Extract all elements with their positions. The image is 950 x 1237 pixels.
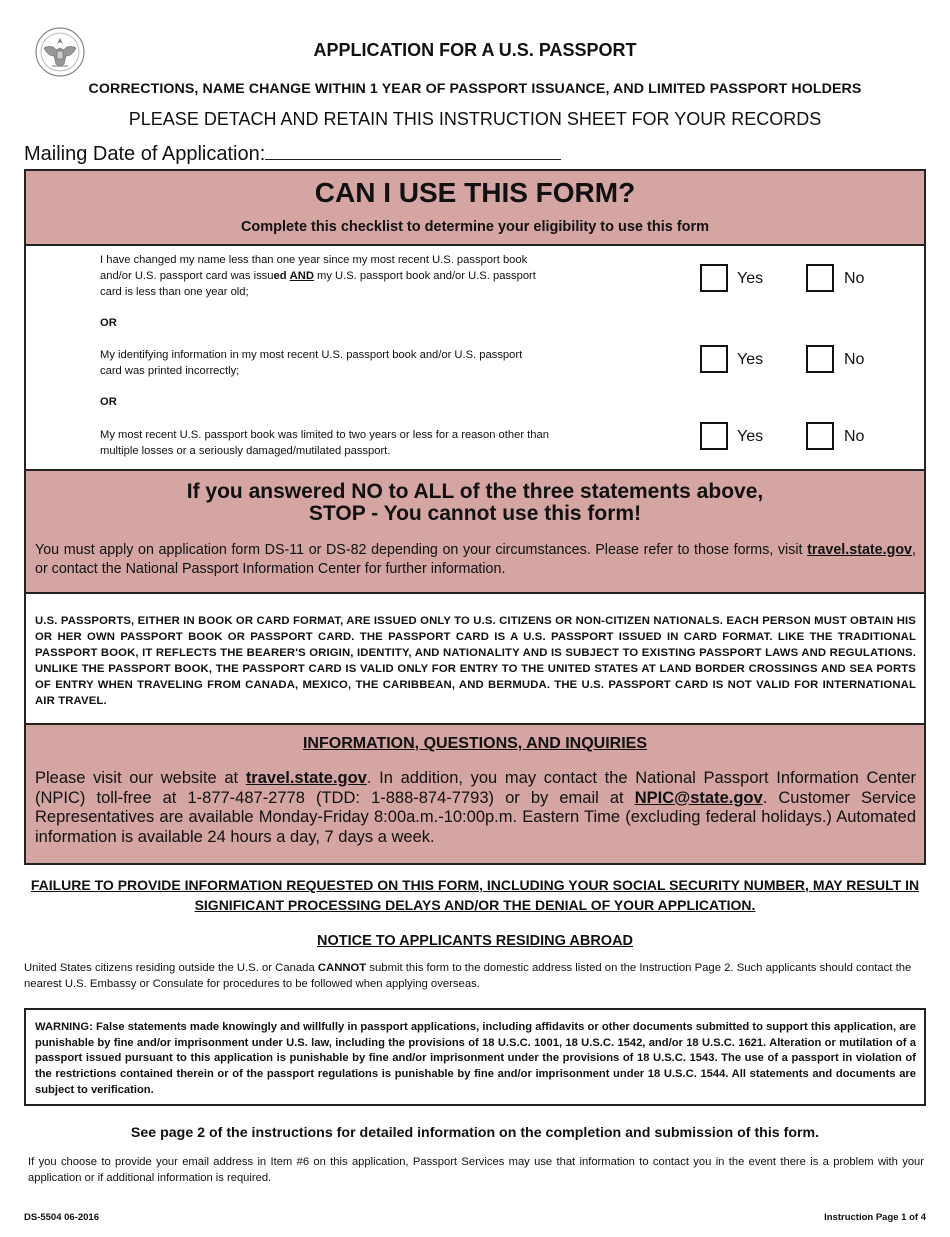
stop-paragraph: You must apply on application form DS-11 or DS-82 depending on your circumstances. Please refer to those forms, visit travel.state.gov, or contact the National Passport Information Center for further information. (35, 542, 916, 577)
passports-note: U.S. PASSPORTS, EITHER IN BOOK OR CARD FORMAT, ARE ISSUED ONLY TO U.S. CITIZENS OR NON-CITIZEN NATIONALS. EACH PERSON MUST OBTAIN HIS OR HER OWN PASSPORT BOOK OR PASSPORT CARD. THE PASSPORT CARD IS A U.S. PASSPORT ISSUED IN CARD FORMAT. LIKE THE TRADITIONAL PASSPORT BOOK, IT REFLECTS THE BEARER'S ORIGIN, IDENTITY, AND NATIONALITY AND IS SUBJECT TO EXISTING PASSPORT LAWS AND REGULATIONS. UNLIKE THE PASSPORT BOOK, THE PASSPORT CARD IS VALID ONLY FOR ENTRY TO THE UNITED STATES AT LAND BORDER CROSSINGS AND SEA PORTS OF ENTRY WHEN TRAVELING FROM CANADA, MEXICO, THE CARIBBEAN, AND BERMUDA. THE U.S. PASSPORT CARD IS NOT VALID FOR INTERNATIONAL AIR TRAVEL. (35, 615, 916, 707)
stop-heading: If you answered NO to ALL of the three statements above, STOP - You cannot use this form! (186, 480, 764, 525)
or-label-1: OR (100, 317, 117, 329)
failure-notice: FAILURE TO PROVIDE INFORMATION REQUESTED ON THIS FORM, INCLUDING YOUR SOCIAL SECURITY NUMBER, MAY RESULT IN SIGNIFICANT PROCESSING DELAYS AND/OR THE DENIAL OF YOUR APPLICATION. (30, 877, 920, 913)
warning-box (24, 1008, 926, 1106)
abroad-heading: NOTICE TO APPLICANTS RESIDING ABROAD (316, 933, 634, 949)
question-2: My identifying information in my most recent U.S. passport book and/or U.S. passport card was printed incorrectly; (100, 349, 523, 377)
form-id: DS-5504 06-2016 (24, 1212, 99, 1223)
q2-no-label: No (844, 351, 865, 368)
passports-note-box (24, 592, 926, 725)
warning-text: WARNING: False statements made knowingly and willfully in passport applications, including affidavits or other documents submitted to support this application, are punishable by fine and/or imprisonment under U.S. law, including the provisions of 18 U.S.C. 1001, 18 U.S.C. 1542, and/or 18 U.S.C. 1621. Alteration or mutilation of a passport issued pursuant to this application is punishable by fine and/or imprisonment under the provisions of 18 U.S.C. 1543. The use of a passport in violation of the restrictions contained therein or of the passport regulations is punishable by fine and/or imprisonment under 18 U.S.C. 1544. All statements and documents are subject to verification. (35, 1021, 916, 1096)
q1-no-checkbox[interactable] (806, 264, 834, 292)
form-subtitle: CORRECTIONS, NAME CHANGE WITHIN 1 YEAR OF PASSPORT ISSUANCE, AND LIMITED PASSPORT HOLDERS (88, 81, 862, 97)
q3-no-checkbox[interactable] (806, 422, 834, 450)
form-title: APPLICATION FOR A U.S. PASSPORT (313, 40, 637, 60)
q2-yes-checkbox[interactable] (700, 345, 728, 373)
mailing-date-row (24, 141, 561, 166)
mailing-date-label: Mailing Date of Application: (24, 143, 266, 165)
stop-section (24, 469, 926, 594)
info-heading: INFORMATION, QUESTIONS, AND INQUIRIES (302, 735, 647, 752)
or-label-2: OR (100, 396, 117, 408)
q2-no-checkbox[interactable] (806, 345, 834, 373)
checklist-header (24, 169, 926, 246)
mailing-date-field[interactable] (265, 141, 561, 160)
npic-email-link[interactable]: NPIC@state.gov (634, 788, 763, 807)
see-page-note: See page 2 of the instructions for detailed information on the completion and submission of this form. (130, 1125, 820, 1141)
q1-no-label: No (844, 270, 865, 287)
checklist-questions (24, 244, 926, 471)
page-number: Instruction Page 1 of 4 (824, 1212, 926, 1223)
q3-no-label: No (844, 428, 865, 445)
abroad-paragraph: United States citizens residing outside the U.S. or Canada CANNOT submit this form to the domestic address listed on the Instruction Page 2. Such applicants should contact the nearest U.S. Embassy or Consulate for procedures to be followed when applying overseas. (24, 962, 912, 990)
q3-yes-label: Yes (737, 428, 764, 445)
detach-notice: PLEASE DETACH AND RETAIN THIS INSTRUCTION SHEET FOR YOUR RECORDS (128, 109, 822, 129)
q2-yes-label: Yes (737, 351, 764, 368)
q1-yes-checkbox[interactable] (700, 264, 728, 292)
question-3: My most recent U.S. passport book was limited to two years or less for a reason other than multiple losses or a seriously damaged/mutilated passport. (100, 429, 549, 457)
info-travel-link[interactable]: travel.state.gov (245, 769, 367, 787)
question-1: I have changed my name less than one year since my most recent U.S. passport book and/or U.S. passport card was issued AND my U.S. passport book and/or U.S. passport card is less than one year old; (100, 254, 536, 298)
q3-yes-checkbox[interactable] (700, 422, 728, 450)
info-paragraph: Please visit our website at travel.state.gov. In addition, you may contact the National Passport Information Center (NPIC) toll-free at 1-877-487-2778 (TDD: 1-888-874-7793) or by email at NPIC@state.gov. Customer Service Representatives are available Monday-Friday 8:00a.m.-10:00p.m. Eastern Time (excluding federal holidays.) Automated information is available 24 hours a day, 7 days a week. (35, 769, 916, 846)
travel-state-gov-link[interactable]: travel.state.gov (807, 542, 913, 558)
info-section (24, 723, 926, 865)
email-note: If you choose to provide your email address in Item #6 on this application, Passport Services may use that information to contact you in the event there is a problem with your application or if additional information is required. (28, 1156, 924, 1184)
q1-yes-label: Yes (737, 270, 764, 287)
checklist-subheading: Complete this checklist to determine your eligibility to use this form (240, 219, 710, 235)
checklist-heading: CAN I USE THIS FORM? (314, 177, 636, 208)
